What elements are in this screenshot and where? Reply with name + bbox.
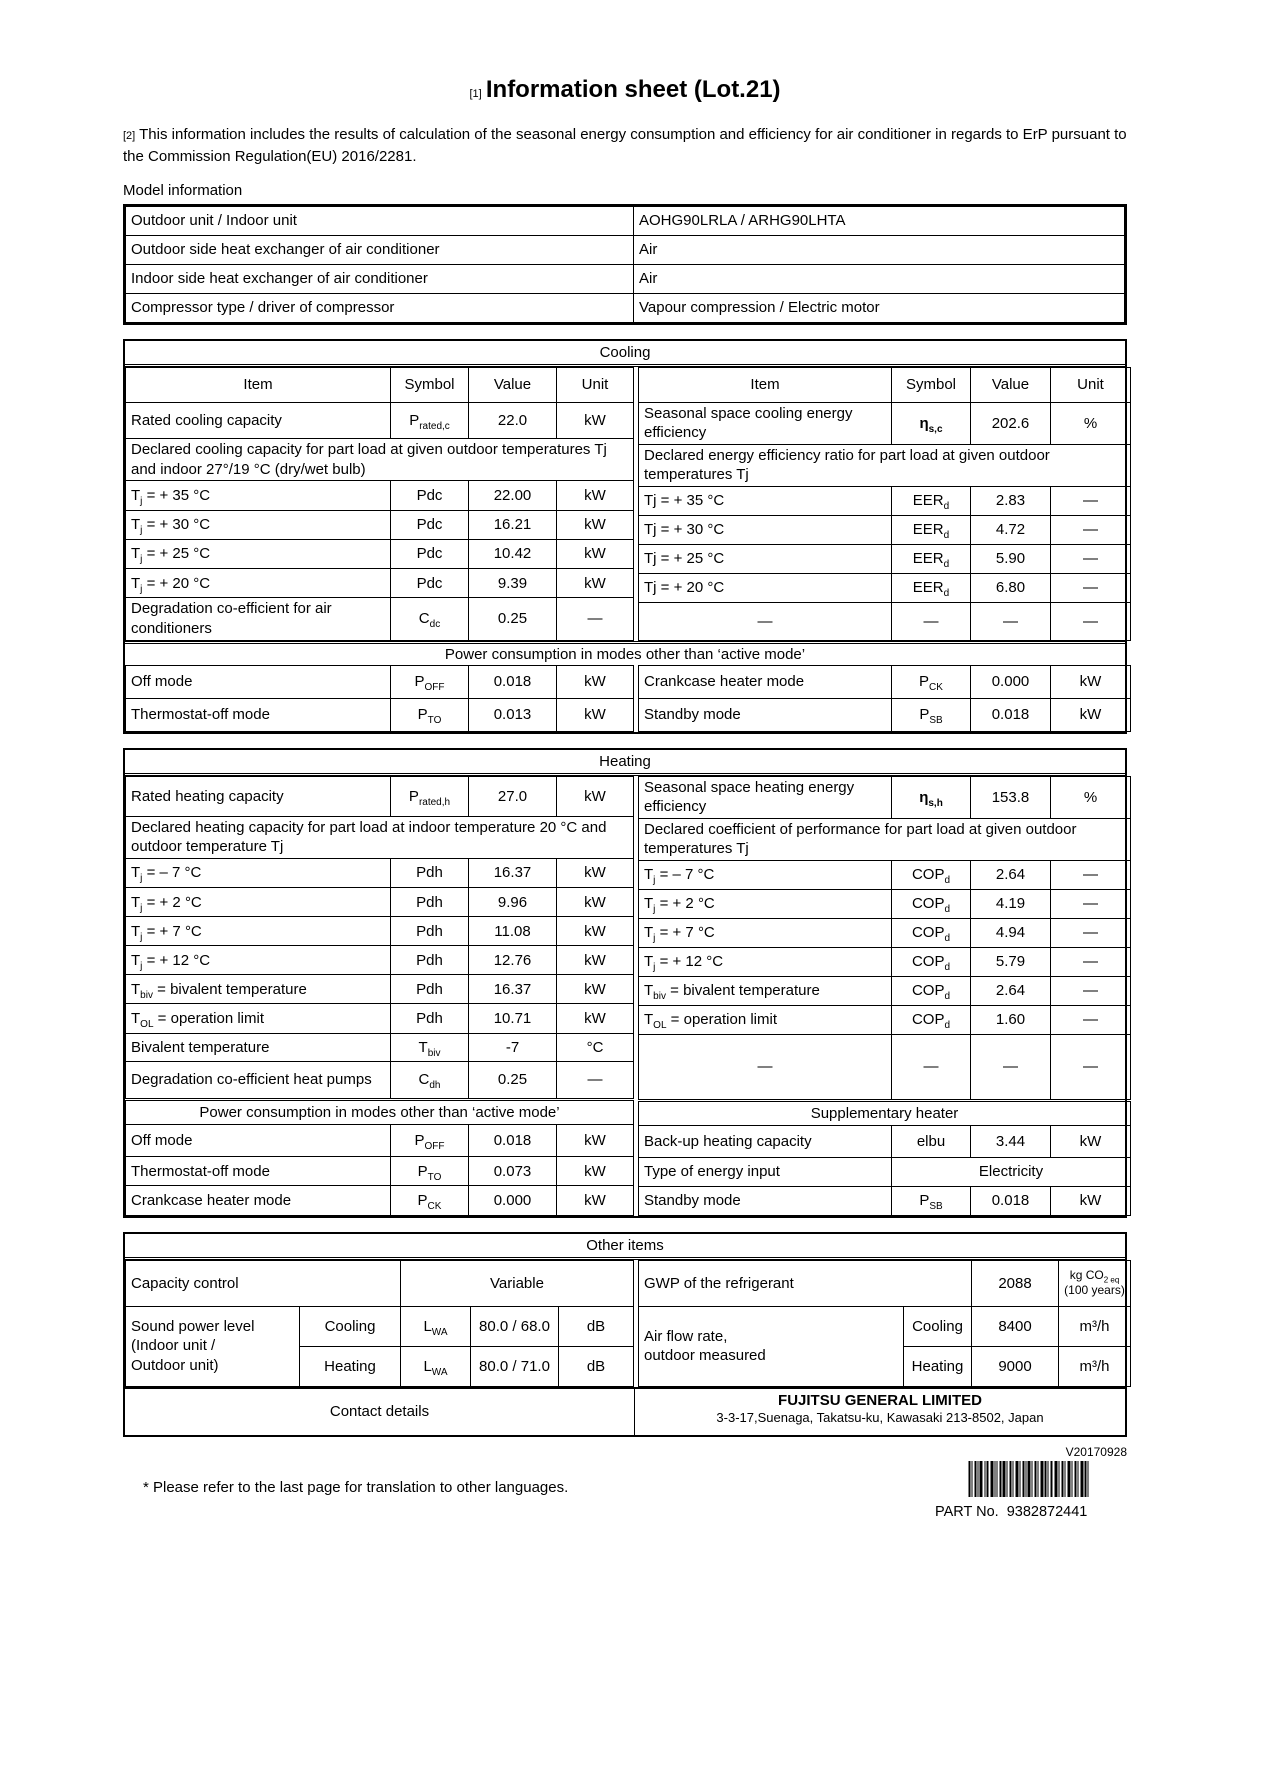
table-row bbox=[126, 665, 634, 698]
table-row bbox=[126, 776, 634, 816]
mode-cell: Cooling bbox=[904, 1306, 972, 1346]
value-cell: Variable bbox=[401, 1260, 634, 1306]
table-row bbox=[639, 367, 1131, 402]
intro-paragraph bbox=[123, 124, 1127, 168]
item-cell: — bbox=[639, 1034, 892, 1100]
symbol-cell: $COP_d$ bbox=[892, 1005, 971, 1034]
item-cell: $T_j$ = + 7 °C bbox=[126, 917, 391, 946]
value-cell: 27.0 bbox=[469, 776, 557, 816]
symbol-cell: $C_{dh}$ bbox=[391, 1061, 469, 1099]
value-cell: 202.6 bbox=[971, 402, 1051, 444]
table-row bbox=[126, 946, 634, 975]
other-items-title: Other items bbox=[125, 1234, 1125, 1260]
value-cell: 4.19 bbox=[971, 889, 1051, 918]
symbol-cell: $P_{rated,h}$ bbox=[391, 776, 469, 816]
symbol-cell: $P_{OFF}$ bbox=[391, 665, 469, 698]
item-cell: Outdoor unit / Indoor unit bbox=[126, 206, 634, 235]
unit-cell: kW bbox=[557, 568, 634, 597]
power-consumption-header: Power consumption in modes other than ‘active mode’ bbox=[125, 641, 1125, 665]
cooling-table-title: Cooling bbox=[125, 341, 1125, 367]
item-cell: Sound power level (Indoor unit / Outdoor unit) bbox=[126, 1306, 300, 1386]
symbol-cell: Pdc bbox=[391, 539, 469, 568]
version-label: V20170928 bbox=[1065, 1444, 1127, 1459]
unit-cell: — bbox=[1051, 515, 1131, 544]
value-cell: 6.80 bbox=[971, 573, 1051, 602]
item-cell: Bivalent temperature bbox=[126, 1033, 391, 1061]
symbol-cell: elbu bbox=[892, 1125, 971, 1157]
item-cell: $T_j$ = + 25 °C bbox=[126, 539, 391, 568]
table-row bbox=[126, 539, 634, 568]
company-cell bbox=[635, 1389, 1125, 1435]
unit-cell: kW bbox=[557, 887, 634, 916]
title-reference-number: [1] bbox=[469, 88, 482, 100]
unit-cell: kW bbox=[557, 975, 634, 1004]
symbol-cell: Pdc bbox=[391, 568, 469, 597]
item-cell: Degradation co-efficient heat pumps bbox=[126, 1061, 391, 1099]
unit-cell: kW bbox=[557, 665, 634, 698]
item-cell: Outdoor side heat exchanger of air conditioner bbox=[126, 235, 634, 264]
unit-cell: % bbox=[1051, 776, 1131, 818]
value-cell: 2.64 bbox=[971, 976, 1051, 1005]
table-row bbox=[639, 486, 1131, 515]
unit-cell: — bbox=[1051, 602, 1131, 640]
value-cell: 22.00 bbox=[469, 481, 557, 510]
note-cell: Declared cooling capacity for part load at given outdoor temperatures Tj and indoor 27°/19 °C (dry/wet bulb) bbox=[126, 439, 634, 481]
symbol-cell: $EER_d$ bbox=[892, 515, 971, 544]
heating-table-title: Heating bbox=[125, 750, 1125, 776]
symbol-cell: $\eta_{s,h}$ bbox=[892, 776, 971, 818]
symbol-cell: $C_{dc}$ bbox=[391, 598, 469, 640]
table-row bbox=[126, 568, 634, 597]
unit-cell: m³/h bbox=[1059, 1346, 1131, 1386]
contact-details-cell: Contact details bbox=[125, 1389, 635, 1435]
translation-footnote: * Please refer to the last page for translation to other languages. bbox=[143, 1478, 569, 1496]
value-cell: 0.000 bbox=[971, 665, 1051, 698]
unit-cell: — bbox=[1051, 860, 1131, 889]
table-row bbox=[126, 235, 1125, 264]
item-cell: Seasonal space heating energy efficiency bbox=[639, 776, 892, 818]
cooling-left-table bbox=[125, 367, 634, 641]
item-cell: Tj = + 30 °C bbox=[639, 515, 892, 544]
value-cell: Air bbox=[634, 235, 1125, 264]
unit-cell: — bbox=[1051, 486, 1131, 515]
unit-cell: kW bbox=[557, 510, 634, 539]
item-cell: $T_j$ = + 12 °C bbox=[126, 946, 391, 975]
other-items-table bbox=[123, 1232, 1127, 1437]
table-row bbox=[126, 1306, 634, 1346]
supplementary-heater-header: Supplementary heater bbox=[639, 1100, 1131, 1125]
note-cell: Declared coefficient of performance for part load at given outdoor temperatures Tj bbox=[639, 818, 1131, 860]
table-row bbox=[639, 1034, 1131, 1100]
unit-cell: % bbox=[1051, 402, 1131, 444]
value-cell: 1.60 bbox=[971, 1005, 1051, 1034]
symbol-cell: $T_{biv}$ bbox=[391, 1033, 469, 1061]
heating-table bbox=[123, 748, 1127, 1218]
value-cell: — bbox=[971, 602, 1051, 640]
unit-cell: — bbox=[557, 1061, 634, 1099]
item-cell: $T_j$ = + 2 °C bbox=[126, 887, 391, 916]
model-information-table bbox=[123, 204, 1127, 325]
table-row bbox=[126, 1004, 634, 1033]
item-cell: Tj = + 25 °C bbox=[639, 544, 892, 573]
table-row bbox=[639, 918, 1131, 947]
heating-right-table bbox=[638, 776, 1131, 1216]
value-cell: Electricity bbox=[892, 1157, 1131, 1186]
unit-cell: kW bbox=[557, 402, 634, 438]
col-header-item: Item bbox=[126, 367, 391, 402]
table-row bbox=[126, 1186, 634, 1215]
value-cell: 10.42 bbox=[469, 539, 557, 568]
intro-reference-number: [2] bbox=[123, 130, 136, 142]
unit-cell: kW bbox=[557, 1004, 634, 1033]
item-cell: Rated cooling capacity bbox=[126, 402, 391, 438]
col-header-item: Item bbox=[639, 367, 892, 402]
table-row bbox=[639, 698, 1131, 731]
unit-cell: kW bbox=[557, 539, 634, 568]
symbol-cell: $P_{CK}$ bbox=[391, 1186, 469, 1215]
table-row bbox=[126, 439, 634, 481]
table-row bbox=[639, 444, 1131, 486]
unit-cell: kW bbox=[1051, 1186, 1131, 1215]
value-cell: 153.8 bbox=[971, 776, 1051, 818]
item-cell: Back-up heating capacity bbox=[639, 1125, 892, 1157]
item-cell: Standby mode bbox=[639, 698, 892, 731]
value-cell: 11.08 bbox=[469, 917, 557, 946]
table-row bbox=[126, 1125, 634, 1157]
value-cell: 0.018 bbox=[469, 1125, 557, 1157]
unit-cell: kW bbox=[1051, 698, 1131, 731]
table-row bbox=[639, 665, 1131, 698]
symbol-cell: $COP_d$ bbox=[892, 860, 971, 889]
value-cell: 2088 bbox=[972, 1260, 1059, 1306]
power-consumption-header: Power consumption in modes other than ‘active mode’ bbox=[126, 1099, 634, 1124]
value-cell: 80.0 / 68.0 bbox=[471, 1306, 559, 1346]
unit-cell: kW bbox=[1051, 665, 1131, 698]
symbol-cell: Pdh bbox=[391, 917, 469, 946]
page-title-text: Information sheet (Lot.21) bbox=[485, 76, 781, 103]
unit-cell: — bbox=[1051, 947, 1131, 976]
value-cell: — bbox=[971, 1034, 1051, 1100]
unit-cell: — bbox=[1051, 889, 1131, 918]
table-row bbox=[126, 1061, 634, 1099]
table-row bbox=[126, 858, 634, 887]
value-cell: 12.76 bbox=[469, 946, 557, 975]
value-cell: 0.018 bbox=[971, 698, 1051, 731]
unit-cell: kW bbox=[557, 917, 634, 946]
heating-left-table bbox=[125, 776, 634, 1216]
item-cell: $T_j$ = + 12 °C bbox=[639, 947, 892, 976]
col-header-unit: Unit bbox=[1051, 367, 1131, 402]
item-cell: GWP of the refrigerant bbox=[639, 1260, 972, 1306]
item-cell: Standby mode bbox=[639, 1186, 892, 1215]
intro-text: This information includes the results of calculation of the seasonal energy consumption and efficiency for air conditioner in regards to ErP pursuant to the Commission Regulation(EU) 2016/2281. bbox=[123, 126, 1127, 165]
symbol-cell: Pdc bbox=[391, 510, 469, 539]
item-cell: Rated heating capacity bbox=[126, 776, 391, 816]
item-cell: Off mode bbox=[126, 665, 391, 698]
value-cell: 3.44 bbox=[971, 1125, 1051, 1157]
table-row bbox=[126, 816, 634, 858]
table-row bbox=[639, 602, 1131, 640]
table-row bbox=[126, 1033, 634, 1061]
symbol-cell: $COP_d$ bbox=[892, 976, 971, 1005]
note-cell: Declared heating capacity for part load at indoor temperature 20 °C and outdoor temperature Tj bbox=[126, 816, 634, 858]
item-cell: Seasonal space cooling energy efficiency bbox=[639, 402, 892, 444]
value-cell: 0.25 bbox=[469, 598, 557, 640]
item-cell: Tj = + 35 °C bbox=[639, 486, 892, 515]
model-information-label: Model information bbox=[123, 181, 243, 199]
value-cell: Air bbox=[634, 264, 1125, 293]
table-row bbox=[639, 1005, 1131, 1034]
table-row bbox=[639, 776, 1131, 818]
table-row bbox=[639, 818, 1131, 860]
value-cell: 0.25 bbox=[469, 1061, 557, 1099]
table-row bbox=[126, 293, 1125, 322]
barcode-icon bbox=[935, 1461, 1123, 1497]
other-items-left-table bbox=[125, 1260, 634, 1387]
unit-cell: kW bbox=[557, 481, 634, 510]
value-cell: 80.0 / 71.0 bbox=[471, 1346, 559, 1386]
table-row bbox=[639, 1186, 1131, 1215]
value-cell: 5.90 bbox=[971, 544, 1051, 573]
unit-cell: kW bbox=[557, 698, 634, 731]
table-row bbox=[126, 598, 634, 640]
page-title bbox=[123, 76, 1127, 104]
value-cell: 9.96 bbox=[469, 887, 557, 916]
value-cell: 16.37 bbox=[469, 975, 557, 1004]
value-cell: 16.37 bbox=[469, 858, 557, 887]
value-cell: 2.64 bbox=[971, 860, 1051, 889]
item-cell: Thermostat-off mode bbox=[126, 1157, 391, 1186]
item-cell: $T_j$ = + 2 °C bbox=[639, 889, 892, 918]
table-row bbox=[639, 947, 1131, 976]
table-row bbox=[126, 481, 634, 510]
item-cell: $T_{OL}$ = operation limit bbox=[639, 1005, 892, 1034]
item-cell: Capacity control bbox=[126, 1260, 401, 1306]
item-cell: $T_j$ = – 7 °C bbox=[126, 858, 391, 887]
mode-cell: Cooling bbox=[300, 1306, 401, 1346]
value-cell: 16.21 bbox=[469, 510, 557, 539]
item-cell: Air flow rate, outdoor measured bbox=[639, 1306, 904, 1386]
value-cell: 2.83 bbox=[971, 486, 1051, 515]
item-cell: Thermostat-off mode bbox=[126, 698, 391, 731]
unit-cell: — bbox=[1051, 573, 1131, 602]
unit-cell: dB bbox=[559, 1306, 634, 1346]
value-cell: 0.000 bbox=[469, 1186, 557, 1215]
company-name: FUJITSU GENERAL LIMITED bbox=[778, 1391, 982, 1409]
table-row bbox=[639, 1260, 1131, 1306]
symbol-cell: $COP_d$ bbox=[892, 918, 971, 947]
table-row bbox=[639, 402, 1131, 444]
unit-cell: dB bbox=[559, 1346, 634, 1386]
unit-cell: kW bbox=[557, 1125, 634, 1157]
symbol-cell: Pdh bbox=[391, 1004, 469, 1033]
table-row bbox=[126, 206, 1125, 235]
col-header-value: Value bbox=[971, 367, 1051, 402]
symbol-cell: Pdh bbox=[391, 887, 469, 916]
value-cell: 9000 bbox=[972, 1346, 1059, 1386]
symbol-cell: $P_{SB}$ bbox=[892, 1186, 971, 1215]
value-cell: 0.073 bbox=[469, 1157, 557, 1186]
part-number-block bbox=[935, 1461, 1127, 1520]
symbol-cell: — bbox=[892, 602, 971, 640]
symbol-cell: $COP_d$ bbox=[892, 889, 971, 918]
symbol-cell: Pdh bbox=[391, 858, 469, 887]
cooling-right-table bbox=[638, 367, 1131, 641]
cooling-right-power-table bbox=[638, 665, 1131, 732]
mode-cell: Heating bbox=[904, 1346, 972, 1386]
table-row bbox=[639, 515, 1131, 544]
table-row bbox=[126, 367, 634, 402]
value-cell: 10.71 bbox=[469, 1004, 557, 1033]
item-cell: Degradation co-efficient for air conditioners bbox=[126, 598, 391, 640]
unit-cell: kW bbox=[557, 776, 634, 816]
document-page bbox=[123, 0, 1127, 1520]
value-cell: 0.013 bbox=[469, 698, 557, 731]
col-header-unit: Unit bbox=[557, 367, 634, 402]
unit-cell: °C bbox=[557, 1033, 634, 1061]
part-number-label: PART No. 9382872441 bbox=[935, 1503, 1088, 1520]
table-row bbox=[126, 1099, 634, 1124]
unit-cell: — bbox=[1051, 1005, 1131, 1034]
item-cell: — bbox=[639, 602, 892, 640]
item-cell: Compressor type / driver of compressor bbox=[126, 293, 634, 322]
symbol-cell: Pdh bbox=[391, 975, 469, 1004]
symbol-cell: $L_{WA}$ bbox=[401, 1346, 471, 1386]
table-row bbox=[126, 1260, 634, 1306]
mode-cell: Heating bbox=[300, 1346, 401, 1386]
unit-cell: — bbox=[1051, 1034, 1131, 1100]
item-cell: Off mode bbox=[126, 1125, 391, 1157]
unit-cell: — bbox=[557, 598, 634, 640]
symbol-cell: Pdh bbox=[391, 946, 469, 975]
unit-cell: kW bbox=[557, 1186, 634, 1215]
item-cell: Tj = + 20 °C bbox=[639, 573, 892, 602]
value-cell: 4.72 bbox=[971, 515, 1051, 544]
symbol-cell: $P_{rated,c}$ bbox=[391, 402, 469, 438]
symbol-cell: $P_{CK}$ bbox=[892, 665, 971, 698]
col-header-symbol: Symbol bbox=[892, 367, 971, 402]
symbol-cell: $COP_d$ bbox=[892, 947, 971, 976]
value-cell: 4.94 bbox=[971, 918, 1051, 947]
item-cell: $T_j$ = + 35 °C bbox=[126, 481, 391, 510]
table-row bbox=[126, 975, 634, 1004]
col-header-value: Value bbox=[469, 367, 557, 402]
unit-cell: kW bbox=[557, 1157, 634, 1186]
symbol-cell: — bbox=[892, 1034, 971, 1100]
table-row bbox=[639, 889, 1131, 918]
unit-cell: — bbox=[1051, 976, 1131, 1005]
unit-cell: — bbox=[1051, 918, 1131, 947]
item-cell: $T_{biv}$ = bivalent temperature bbox=[639, 976, 892, 1005]
unit-cell: — bbox=[1051, 544, 1131, 573]
item-cell: Crankcase heater mode bbox=[639, 665, 892, 698]
table-row bbox=[126, 917, 634, 946]
table-row bbox=[126, 510, 634, 539]
value-cell: 8400 bbox=[972, 1306, 1059, 1346]
table-row bbox=[126, 402, 634, 438]
table-row bbox=[126, 887, 634, 916]
item-cell: $T_j$ = + 7 °C bbox=[639, 918, 892, 947]
symbol-cell: $P_{OFF}$ bbox=[391, 1125, 469, 1157]
other-items-right-table bbox=[638, 1260, 1131, 1387]
item-cell: $T_{biv}$ = bivalent temperature bbox=[126, 975, 391, 1004]
note-cell: Declared energy efficiency ratio for part load at given outdoor temperatures Tj bbox=[639, 444, 1131, 486]
col-header-symbol: Symbol bbox=[391, 367, 469, 402]
value-cell: 5.79 bbox=[971, 947, 1051, 976]
value-cell: 0.018 bbox=[971, 1186, 1051, 1215]
item-cell: Crankcase heater mode bbox=[126, 1186, 391, 1215]
value-cell: -7 bbox=[469, 1033, 557, 1061]
symbol-cell: $EER_d$ bbox=[892, 544, 971, 573]
value-cell: Vapour compression / Electric motor bbox=[634, 293, 1125, 322]
company-address: 3-3-17,Suenaga, Takatsu-ku, Kawasaki 213-8502, Japan bbox=[716, 1409, 1044, 1425]
item-cell: $T_j$ = + 30 °C bbox=[126, 510, 391, 539]
table-row bbox=[639, 573, 1131, 602]
symbol-cell: $L_{WA}$ bbox=[401, 1306, 471, 1346]
table-row bbox=[639, 860, 1131, 889]
unit-cell: kW bbox=[557, 946, 634, 975]
cooling-left-power-table bbox=[125, 665, 634, 732]
table-row bbox=[639, 1306, 1131, 1346]
table-row bbox=[639, 1157, 1131, 1186]
contact-row bbox=[125, 1387, 1125, 1435]
symbol-cell: $EER_d$ bbox=[892, 486, 971, 515]
unit-cell: kg $CO_{2 eq}$ (100 years) bbox=[1059, 1260, 1131, 1306]
item-cell: $T_j$ = + 20 °C bbox=[126, 568, 391, 597]
table-row bbox=[639, 1125, 1131, 1157]
value-cell: 9.39 bbox=[469, 568, 557, 597]
table-row bbox=[126, 1157, 634, 1186]
symbol-cell: $P_{TO}$ bbox=[391, 698, 469, 731]
item-cell: Type of energy input bbox=[639, 1157, 892, 1186]
item-cell: Indoor side heat exchanger of air conditioner bbox=[126, 264, 634, 293]
symbol-cell: $P_{SB}$ bbox=[892, 698, 971, 731]
value-cell: 22.0 bbox=[469, 402, 557, 438]
symbol-cell: $EER_d$ bbox=[892, 573, 971, 602]
unit-cell: kW bbox=[1051, 1125, 1131, 1157]
unit-cell: kW bbox=[557, 858, 634, 887]
table-row bbox=[639, 1100, 1131, 1125]
table-row bbox=[639, 976, 1131, 1005]
cooling-table bbox=[123, 339, 1127, 734]
table-row bbox=[126, 698, 634, 731]
item-cell: $T_{OL}$ = operation limit bbox=[126, 1004, 391, 1033]
table-row bbox=[639, 544, 1131, 573]
value-cell: AOHG90LRLA / ARHG90LHTA bbox=[634, 206, 1125, 235]
symbol-cell: $\eta_{s,c}$ bbox=[892, 402, 971, 444]
symbol-cell: Pdc bbox=[391, 481, 469, 510]
table-row bbox=[126, 264, 1125, 293]
unit-cell: m³/h bbox=[1059, 1306, 1131, 1346]
item-cell: $T_j$ = – 7 °C bbox=[639, 860, 892, 889]
symbol-cell: $P_{TO}$ bbox=[391, 1157, 469, 1186]
value-cell: 0.018 bbox=[469, 665, 557, 698]
